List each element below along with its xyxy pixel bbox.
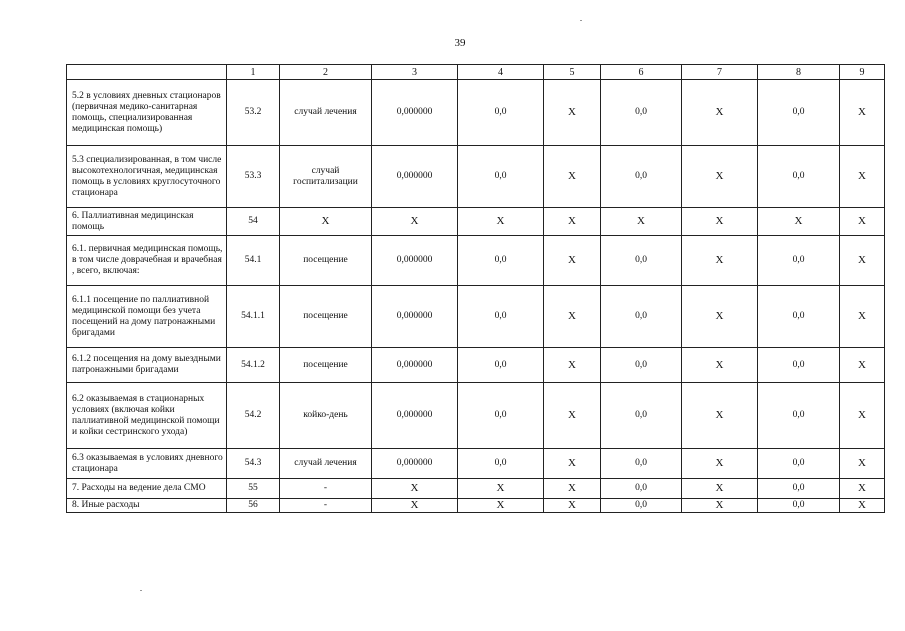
value-cell: 0,000000: [372, 286, 458, 348]
value-cell: X: [544, 449, 601, 479]
row-label: 6.1.1 посещение по паллиативной медицинской помощи без учета посещений на дому патронажными бригадами: [67, 286, 227, 348]
value-cell: X: [458, 208, 544, 236]
table-row: [67, 479, 885, 499]
value-cell: X: [682, 383, 758, 449]
row-unit: случай госпитализации: [280, 146, 372, 208]
table-row: [67, 80, 885, 146]
row-label: 6.3 оказываемая в условиях дневного стационара: [67, 449, 227, 479]
value-cell: 0,0: [458, 146, 544, 208]
row-code: 54.3: [227, 449, 280, 479]
table-row: [67, 236, 885, 286]
table-row: [67, 208, 885, 236]
value-cell: 0,0: [601, 383, 682, 449]
value-cell: X: [458, 499, 544, 513]
value-cell: X: [840, 348, 885, 383]
data-table: [66, 64, 885, 513]
table-row: [67, 146, 885, 208]
value-cell: 0,0: [601, 499, 682, 513]
header-cell: 2: [280, 65, 372, 80]
value-cell: X: [682, 479, 758, 499]
scan-speck: [140, 590, 142, 591]
value-cell: X: [372, 479, 458, 499]
table-row: [67, 348, 885, 383]
value-cell: X: [544, 499, 601, 513]
value-cell: 0,0: [458, 80, 544, 146]
header-cell: 1: [227, 65, 280, 80]
value-cell: X: [544, 479, 601, 499]
row-label: 6.1. первичная медицинская помощь, в том числе доврачебная и врачебная , всего, включая:: [67, 236, 227, 286]
value-cell: 0,0: [758, 146, 840, 208]
value-cell: X: [840, 383, 885, 449]
value-cell: X: [840, 499, 885, 513]
value-cell: X: [544, 208, 601, 236]
row-code: 54.2: [227, 383, 280, 449]
header-cell: 8: [758, 65, 840, 80]
row-label: 5.3 специализированная, в том числе высокотехнологичная, медицинская помощь в условиях круглосуточного стационара: [67, 146, 227, 208]
value-cell: 0,0: [601, 286, 682, 348]
value-cell: X: [682, 348, 758, 383]
row-unit: случай лечения: [280, 449, 372, 479]
value-cell: X: [544, 146, 601, 208]
value-cell: X: [840, 80, 885, 146]
row-unit: случай лечения: [280, 80, 372, 146]
row-label: 6. Паллиативная медицинская помощь: [67, 208, 227, 236]
value-cell: 0,0: [458, 383, 544, 449]
row-unit: посещение: [280, 286, 372, 348]
header-cell: 4: [458, 65, 544, 80]
row-code: 53.3: [227, 146, 280, 208]
value-cell: 0,0: [458, 236, 544, 286]
value-cell: X: [458, 479, 544, 499]
row-label: 7. Расходы на ведение дела СМО: [67, 479, 227, 499]
table-row: [67, 286, 885, 348]
value-cell: X: [544, 348, 601, 383]
value-cell: 0,0: [601, 348, 682, 383]
value-cell: 0,0: [758, 348, 840, 383]
row-unit: посещение: [280, 348, 372, 383]
value-cell: X: [544, 286, 601, 348]
row-code: 54: [227, 208, 280, 236]
header-cell: 6: [601, 65, 682, 80]
value-cell: X: [840, 479, 885, 499]
value-cell: 0,0: [758, 236, 840, 286]
value-cell: 0,0: [758, 479, 840, 499]
row-unit: койко-день: [280, 383, 372, 449]
value-cell: 0,0: [458, 286, 544, 348]
value-cell: X: [682, 208, 758, 236]
value-cell: X: [544, 236, 601, 286]
header-cell: 7: [682, 65, 758, 80]
value-cell: X: [544, 80, 601, 146]
value-cell: X: [840, 208, 885, 236]
value-cell: X: [682, 80, 758, 146]
value-cell: 0,0: [758, 449, 840, 479]
value-cell: X: [544, 383, 601, 449]
scan-speck: [580, 20, 582, 21]
value-cell: X: [682, 286, 758, 348]
value-cell: 0,000000: [372, 383, 458, 449]
value-cell: X: [682, 236, 758, 286]
row-unit: -: [280, 499, 372, 513]
table-row: [67, 383, 885, 449]
header-row: [67, 65, 885, 80]
row-label: 8. Иные расходы: [67, 499, 227, 513]
value-cell: X: [840, 286, 885, 348]
value-cell: X: [601, 208, 682, 236]
value-cell: 0,0: [601, 236, 682, 286]
value-cell: X: [840, 449, 885, 479]
row-label: 5.2 в условиях дневных стационаров (первичная медико-санитарная помощь, специализированная медицинская помощь): [67, 80, 227, 146]
value-cell: 0,0: [458, 348, 544, 383]
row-code: 53.2: [227, 80, 280, 146]
value-cell: 0,0: [601, 449, 682, 479]
row-unit: -: [280, 479, 372, 499]
value-cell: 0,000000: [372, 348, 458, 383]
value-cell: X: [758, 208, 840, 236]
value-cell: X: [840, 146, 885, 208]
value-cell: X: [682, 449, 758, 479]
value-cell: X: [682, 146, 758, 208]
value-cell: 0,0: [758, 383, 840, 449]
header-cell: 5: [544, 65, 601, 80]
value-cell: 0,0: [458, 449, 544, 479]
value-cell: 0,000000: [372, 146, 458, 208]
header-cell: 3: [372, 65, 458, 80]
value-cell: 0,0: [601, 146, 682, 208]
value-cell: 0,000000: [372, 449, 458, 479]
value-cell: X: [372, 499, 458, 513]
value-cell: 0,000000: [372, 80, 458, 146]
value-cell: 0,0: [758, 499, 840, 513]
value-cell: 0,000000: [372, 236, 458, 286]
page-number: 39: [454, 37, 466, 49]
table-row: [67, 499, 885, 513]
value-cell: X: [682, 499, 758, 513]
table-row: [67, 449, 885, 479]
row-code: 54.1.2: [227, 348, 280, 383]
value-cell: 0,0: [758, 80, 840, 146]
value-cell: X: [372, 208, 458, 236]
row-code: 56: [227, 499, 280, 513]
value-cell: X: [840, 236, 885, 286]
row-code: 55: [227, 479, 280, 499]
value-cell: 0,0: [758, 286, 840, 348]
row-label: 6.2 оказываемая в стационарных условиях (включая койки паллиативной медицинской помощи и койки сестринского ухода): [67, 383, 227, 449]
row-code: 54.1.1: [227, 286, 280, 348]
row-unit: X: [280, 208, 372, 236]
row-label: 6.1.2 посещения на дому выездными патронажными бригадами: [67, 348, 227, 383]
value-cell: 0,0: [601, 80, 682, 146]
header-cell: 9: [840, 65, 885, 80]
header-cell: [67, 65, 227, 80]
value-cell: 0,0: [601, 479, 682, 499]
row-unit: посещение: [280, 236, 372, 286]
row-code: 54.1: [227, 236, 280, 286]
